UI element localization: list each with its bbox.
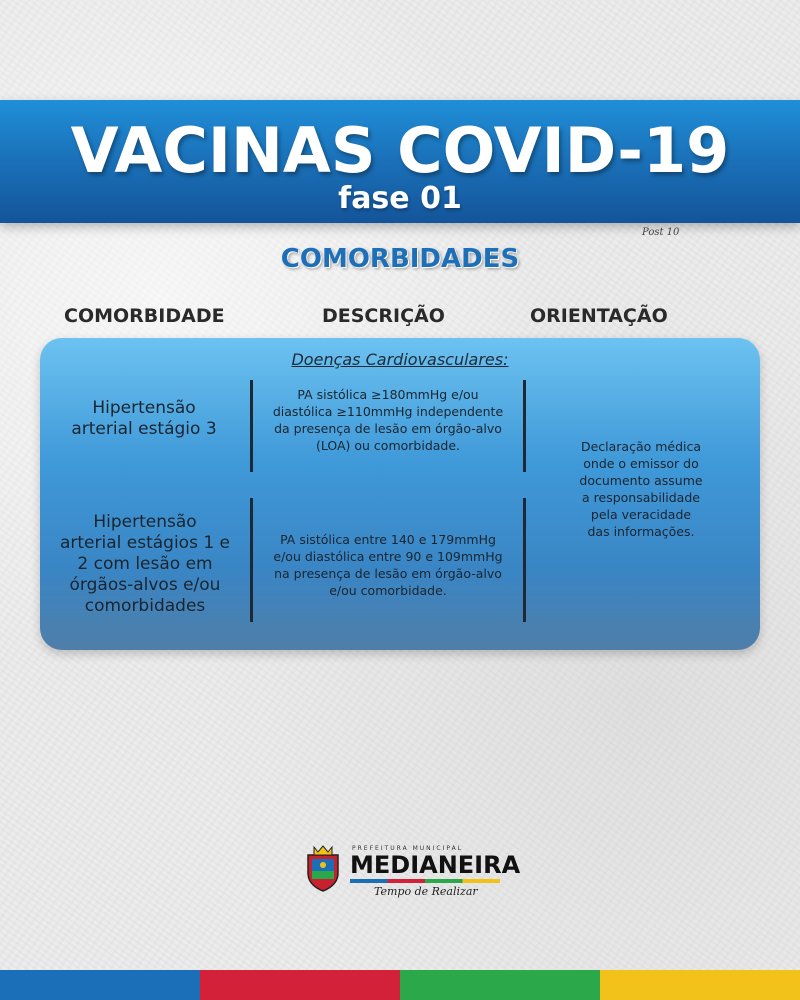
- guidance-cell: [530, 438, 752, 540]
- divider-left-bottom: [250, 498, 253, 622]
- comorbidity-2-line-2: arterial estágios 1 e: [59, 533, 231, 553]
- divider-left-top: [250, 380, 253, 472]
- footer-blue-segment: [0, 970, 200, 1000]
- footer-green-segment: [400, 970, 600, 1000]
- column-header-comorbidity: COMORBIDADE: [64, 305, 225, 327]
- divider-right-bottom: [523, 498, 526, 622]
- guidance-line-1: Declaração médica: [580, 439, 702, 454]
- panel-heading: Doenças Cardiovasculares:: [291, 350, 509, 369]
- slogan: Tempo de Realizar: [374, 885, 478, 898]
- handwritten-note: Post 10: [642, 227, 680, 238]
- description-cell-1: [254, 386, 522, 454]
- comorbidity-cell-1: [44, 398, 244, 440]
- logo-color-stripe: [350, 879, 500, 883]
- city-name: MEDIANEIRA: [350, 851, 521, 879]
- column-header-guidance: ORIENTAÇÃO: [530, 305, 668, 327]
- footer-color-bar: [0, 970, 800, 1000]
- description-2-line-3: na presença de lesão em órgão-alvo: [274, 566, 502, 581]
- comorbidity-2-line-5: comorbidades: [84, 596, 206, 616]
- description-cell-2: [254, 531, 522, 599]
- prefeitura-label: PREFEITURA MUNICIPAL: [352, 845, 464, 852]
- comorbidity-1-line-1: Hipertensão: [92, 398, 196, 418]
- comorbidity-panel: [40, 338, 760, 650]
- description-1-line-4: (LOA) ou comorbidade.: [315, 438, 461, 453]
- section-title: COMORBIDADES: [280, 244, 520, 274]
- description-1-line-2: diastólica ≥110mmHg independente: [272, 404, 504, 419]
- comorbidity-cell-2: [40, 512, 250, 617]
- guidance-line-6: das informações.: [587, 524, 695, 539]
- page-title: VACINAS COVID-19: [70, 114, 730, 187]
- description-2-line-2: e/ou diastólica entre 90 e 109mmHg: [273, 549, 503, 564]
- footer-yellow-segment: [600, 970, 800, 1000]
- comorbidity-2-line-3: 2 com lesão em: [77, 554, 213, 574]
- divider-right-top: [523, 380, 526, 472]
- coat-of-arms-icon: [302, 845, 344, 893]
- municipal-logo: [302, 845, 521, 905]
- column-header-description: DESCRIÇÃO: [322, 305, 445, 327]
- description-1-line-3: da presença de lesão em órgão-alvo: [274, 421, 502, 436]
- guidance-line-2: onde o emissor do: [583, 456, 699, 471]
- description-2-line-1: PA sistólica entre 140 e 179mmHg: [280, 532, 496, 547]
- page-subtitle: fase 01: [338, 181, 462, 216]
- comorbidity-2-line-4: órgãos-alvos e/ou: [69, 575, 221, 595]
- description-2-line-4: e/ou comorbidade.: [329, 583, 447, 598]
- guidance-line-3: documento assume: [579, 473, 703, 488]
- guidance-line-4: a responsabilidade: [582, 490, 700, 505]
- description-1-line-1: PA sistólica ≥180mmHg e/ou: [297, 387, 479, 402]
- footer-red-segment: [200, 970, 400, 1000]
- header-banner: [0, 100, 800, 223]
- guidance-line-5: pela veracidade: [590, 507, 692, 522]
- comorbidity-1-line-2: arterial estágio 3: [71, 419, 217, 439]
- comorbidity-2-line-1: Hipertensão: [93, 512, 197, 532]
